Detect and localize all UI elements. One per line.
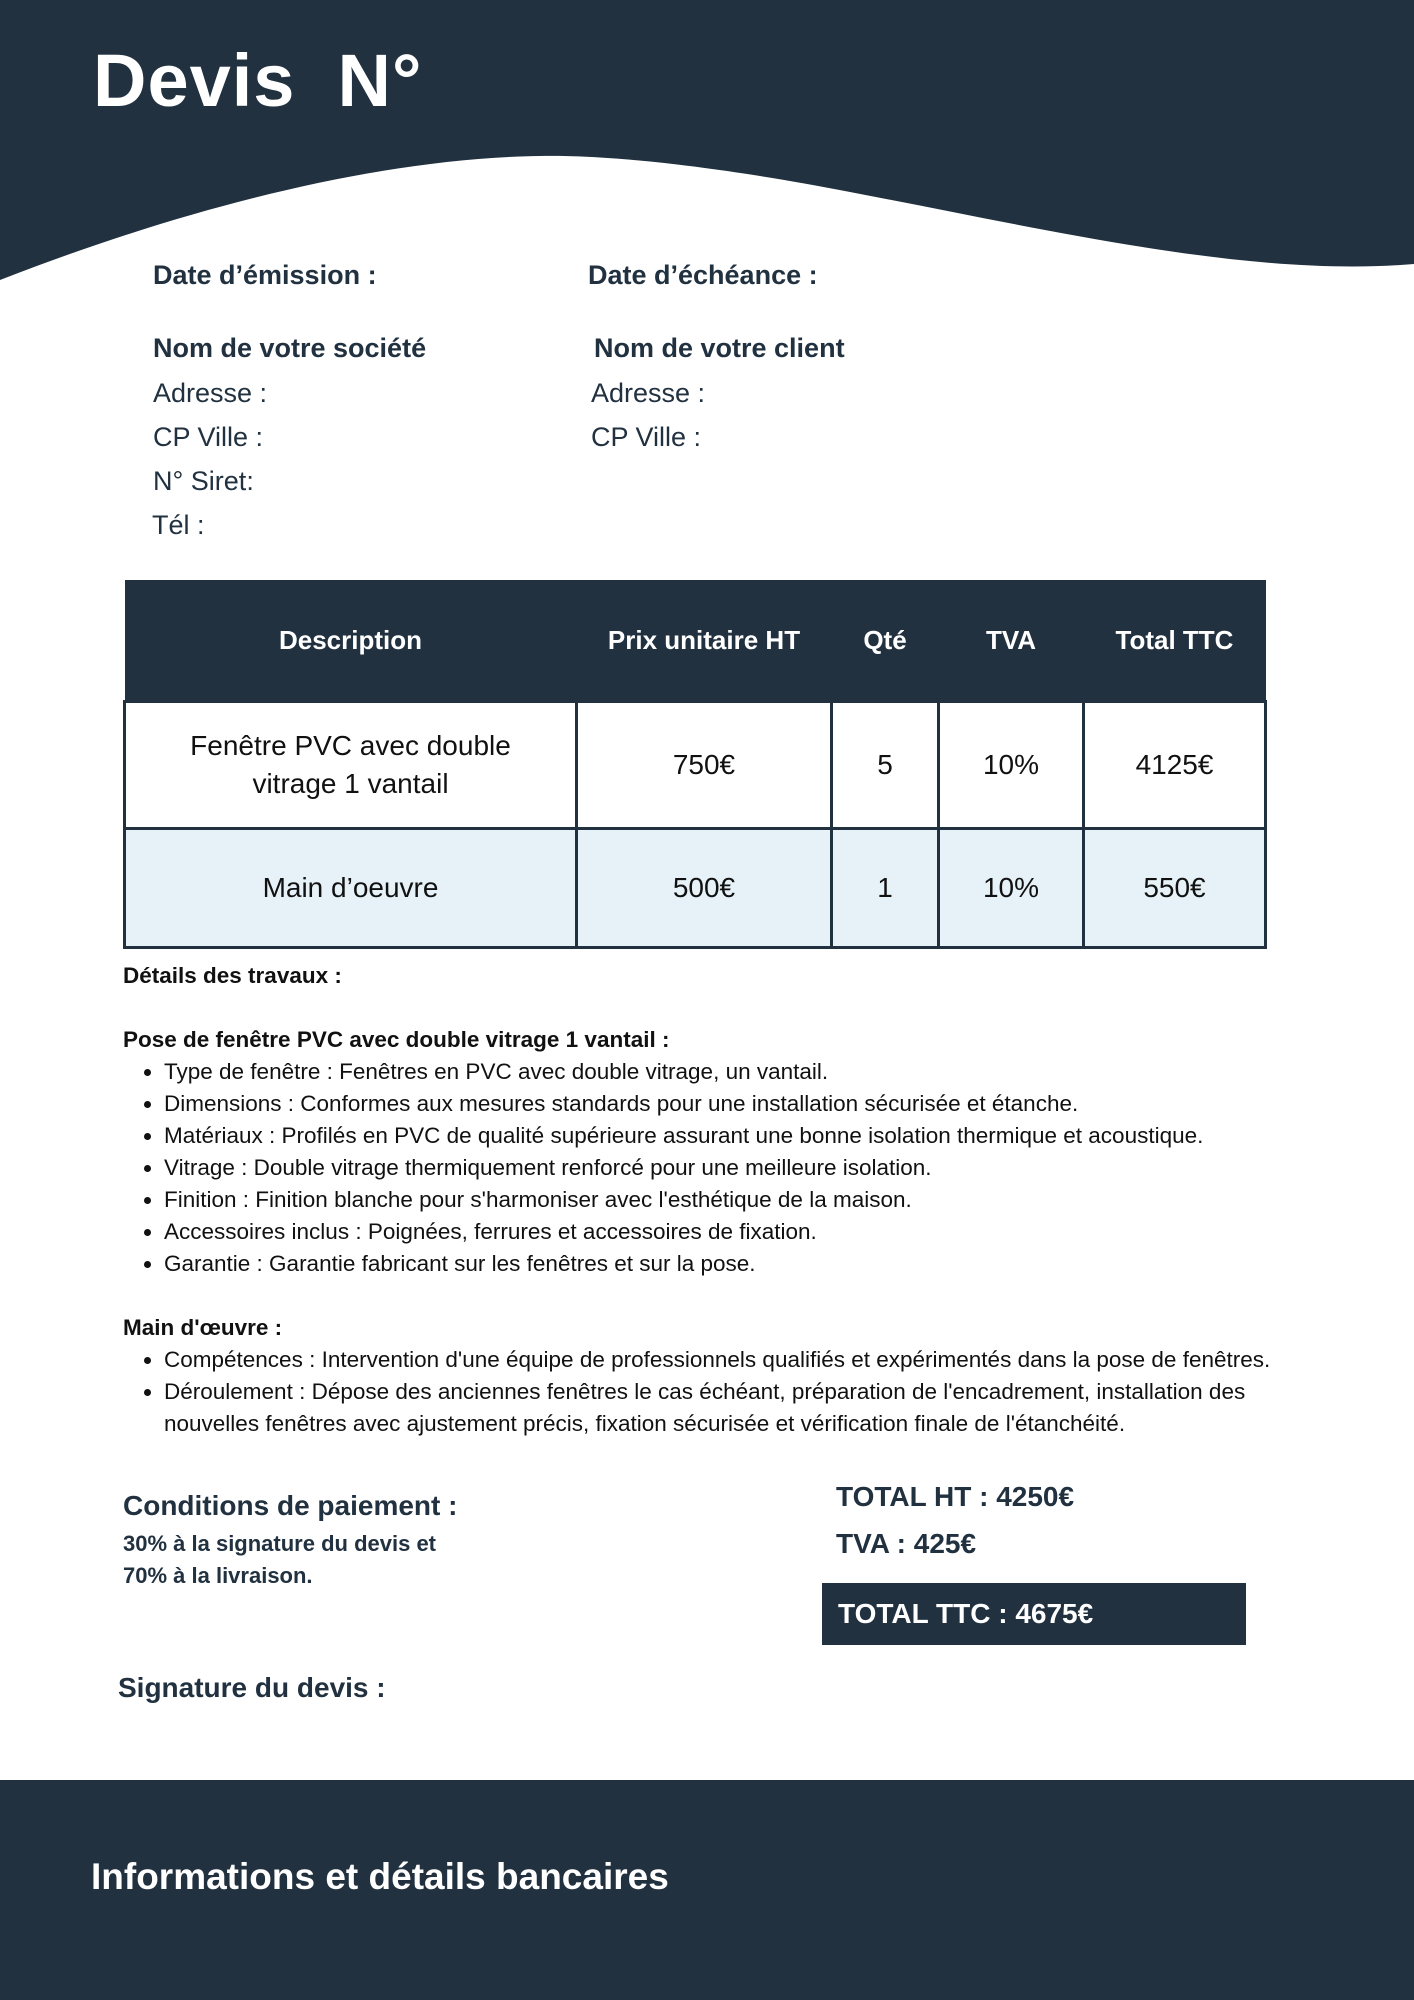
row-tva: 10%	[939, 829, 1084, 948]
row-qty: 5	[832, 702, 939, 829]
company-cp-ville: CP Ville :	[153, 422, 264, 452]
section1-title: Pose de fenêtre PVC avec double vitrage 1 vantail :	[123, 1027, 670, 1052]
client-name: Nom de votre client	[594, 333, 845, 363]
row-price: 500€	[577, 829, 832, 948]
total-ttc-box	[822, 1583, 1246, 1645]
total-ttc-label: TOTAL TTC :	[838, 1598, 1008, 1629]
section2-list	[123, 1344, 1343, 1440]
header-unit-price: Prix unitaire HT	[577, 580, 832, 702]
due-date-label: Date d’échéance :	[588, 260, 818, 290]
emission-date-label: Date d’émission :	[153, 260, 377, 290]
list-item: • Dimensions : Conformes aux mesures standards pour une installation sécurisée et étanche.	[164, 1088, 1343, 1120]
list-item: • Compétences : Intervention d'une équipe de professionnels qualifiés et expérimentés dans la pose de fenêtres.	[164, 1344, 1343, 1376]
payment-conditions-text: 30% à la signature du devis et 70% à la livraison.	[123, 1531, 437, 1588]
client-cp-ville: CP Ville :	[591, 422, 702, 452]
row-description: Fenêtre PVC avec double vitrage 1 vantail	[125, 702, 577, 829]
table-header-row	[125, 580, 1266, 702]
footer	[0, 1780, 1414, 2000]
client-address: Adresse :	[591, 378, 706, 408]
list-item: • Déroulement : Dépose des anciennes fenêtres le cas échéant, préparation de l'encadrement, installation des nouvelles fenêtres avec ajustement précis, fixation sécurisée et vérification finale de l'étanchéité.	[164, 1376, 1343, 1440]
section2-title: Main d'œuvre :	[123, 1315, 283, 1340]
header-tva: TVA	[939, 580, 1084, 702]
row-description: Main d’oeuvre	[125, 829, 577, 948]
table-row	[125, 702, 1266, 829]
header-quantity: Qté	[832, 580, 939, 702]
total-ht: TOTAL HT : 4250€	[836, 1481, 1075, 1512]
row-price: 750€	[577, 702, 832, 829]
total-ttc-value: 4675€	[1015, 1598, 1094, 1629]
list-item: • Finition : Finition blanche pour s'harmoniser avec l'esthétique de la maison.	[164, 1184, 1343, 1216]
footer-title: Informations et détails bancaires	[91, 1856, 669, 1897]
payment-conditions-title: Conditions de paiement :	[123, 1490, 458, 1521]
list-item: • Garantie : Garantie fabricant sur les fenêtres et sur la pose.	[164, 1248, 1343, 1280]
company-tel: Tél :	[152, 510, 205, 540]
row-qty: 1	[832, 829, 939, 948]
list-item: • Vitrage : Double vitrage thermiquement renforcé pour une meilleure isolation.	[164, 1152, 1343, 1184]
list-item: • Accessoires inclus : Poignées, ferrures et accessoires de fixation.	[164, 1216, 1343, 1248]
title-number: N°	[337, 39, 423, 122]
page-title	[93, 38, 423, 123]
signature-label: Signature du devis :	[118, 1672, 386, 1703]
list-item: • Matériaux : Profilés en PVC de qualité supérieure assurant une bonne isolation thermique et acoustique.	[164, 1120, 1343, 1152]
work-details	[123, 960, 1343, 1440]
company-name: Nom de votre société	[153, 333, 427, 363]
list-item: • Type de fenêtre : Fenêtres en PVC avec double vitrage, un vantail.	[164, 1056, 1343, 1088]
table-row	[125, 829, 1266, 948]
total-tva: TVA : 425€	[836, 1528, 977, 1559]
row-total: 4125€	[1084, 702, 1266, 829]
quote-table	[123, 580, 1267, 949]
row-total: 550€	[1084, 829, 1266, 948]
section1-list	[123, 1056, 1343, 1280]
title-devis: Devis	[93, 39, 296, 122]
company-address: Adresse :	[153, 378, 268, 408]
details-title: Détails des travaux :	[123, 963, 342, 988]
company-siret: N° Siret:	[153, 466, 254, 496]
header-description: Description	[125, 580, 577, 702]
header-total-ttc: Total TTC	[1084, 580, 1266, 702]
row-tva: 10%	[939, 702, 1084, 829]
